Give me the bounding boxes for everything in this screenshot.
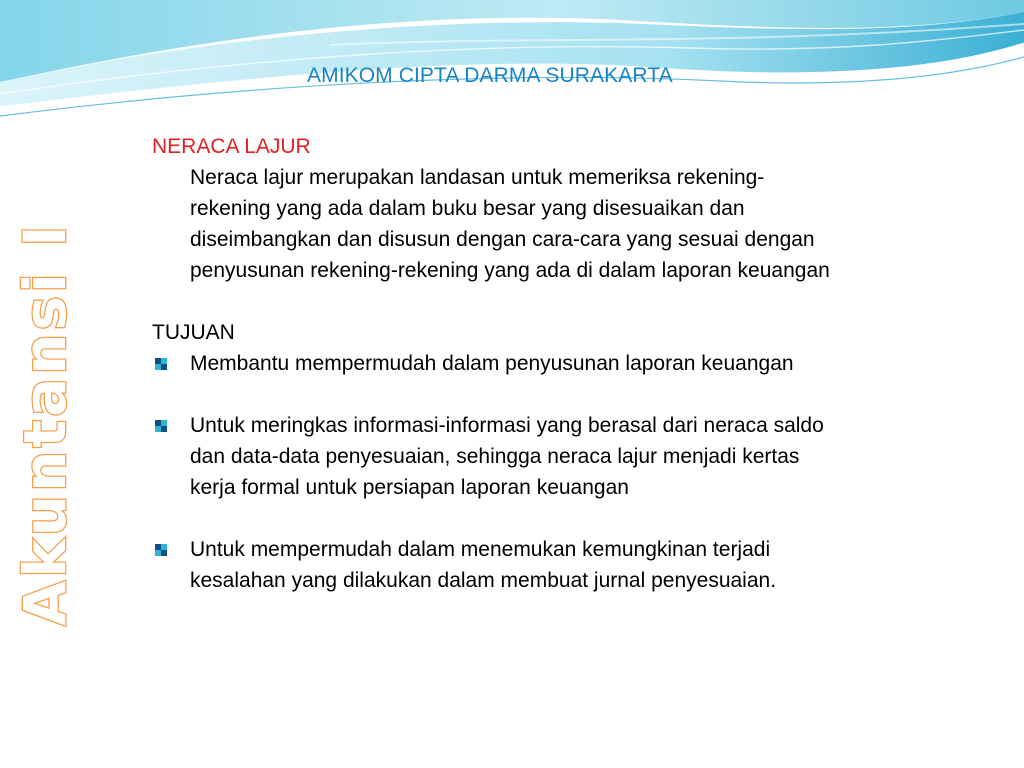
checkered-square-bullet-icon: [155, 358, 167, 370]
purpose-item-line: kerja formal untuk persiapan laporan keuangan: [190, 476, 629, 499]
purpose-list-item: [152, 410, 992, 503]
purpose-item-line: Untuk meringkas informasi-informasi yang berasal dari neraca saldo: [190, 414, 824, 437]
definition-paragraph: [190, 162, 992, 286]
purpose-item-line: Untuk mempermudah dalam menemukan kemungkinan terjadi: [190, 538, 771, 561]
purpose-item-line: Membantu mempermudah dalam penyusunan laporan keuangan: [190, 352, 794, 375]
side-title-text: Akuntansi I: [11, 222, 79, 626]
definition-line: diseimbangkan dan disusun dengan cara-cara yang sesuai dengan: [190, 228, 815, 251]
definition-line: Neraca lajur merupakan landasan untuk memeriksa rekening-: [190, 166, 765, 189]
definition-line: penyusunan rekening-rekening yang ada di dalam laporan keuangan: [190, 259, 830, 282]
purpose-list-item: [152, 534, 992, 596]
checkered-square-bullet-icon: [155, 420, 167, 432]
checkered-square-bullet-icon: [155, 544, 167, 556]
definition-line: rekening yang ada dalam buku besar yang disesuaikan dan: [190, 197, 745, 220]
purpose-list-item: [152, 348, 992, 379]
purpose-item-line: kesalahan yang dilakukan dalam membuat jurnal penyesuaian.: [190, 569, 777, 592]
purpose-title: TUJUAN: [152, 321, 235, 344]
purpose-item-line: dan data-data penyesuaian, sehingga neraca lajur menjadi kertas: [190, 445, 800, 468]
main-content: [152, 131, 992, 596]
section-heading: NERACA LAJUR: [152, 135, 311, 158]
institution-title: AMIKOM CIPTA DARMA SURAKARTA: [307, 64, 673, 87]
